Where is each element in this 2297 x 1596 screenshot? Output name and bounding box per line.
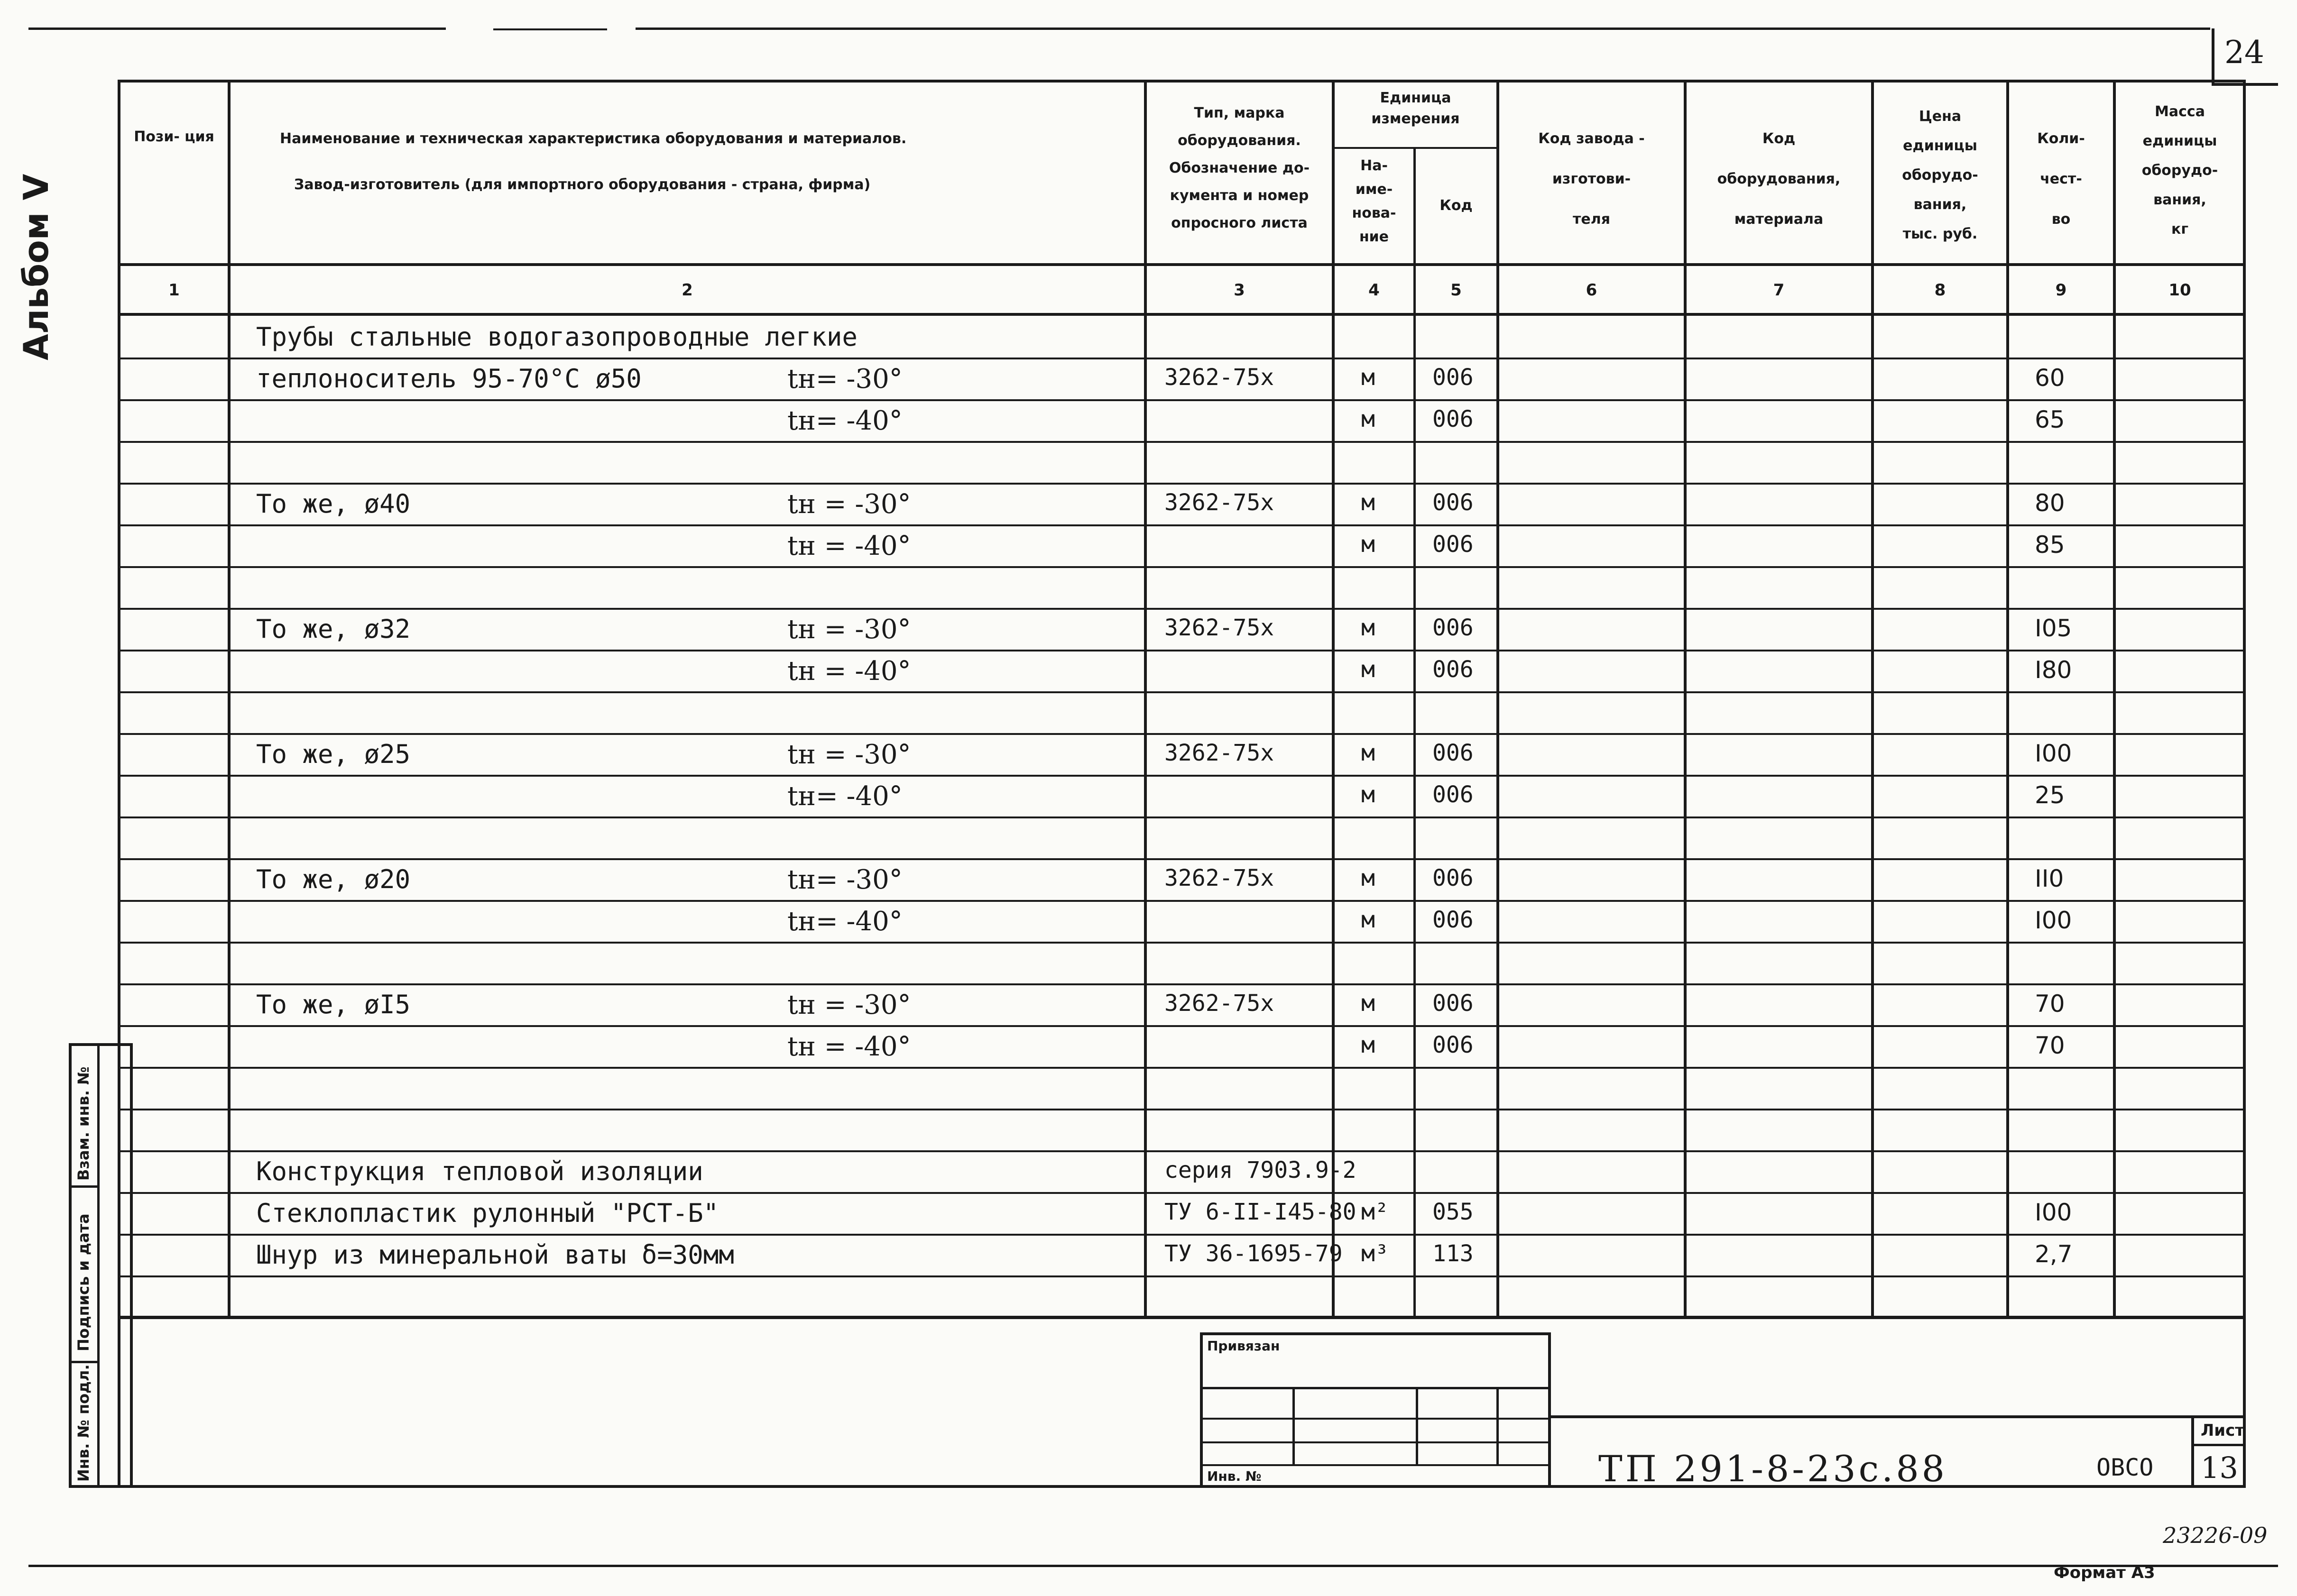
sheet-label: Лист [2201, 1421, 2244, 1440]
row-unit: м [1361, 907, 1375, 933]
privyazan-vline-3 [1496, 1387, 1499, 1465]
colnum-10: 10 [2168, 281, 2191, 300]
header-bottom-line [118, 263, 2246, 266]
header-name-line1: Наименование и техническая характеристика оборудования и материалов. [280, 130, 907, 147]
col-line-8 [2006, 80, 2009, 1317]
title-block-top-line [118, 1316, 2246, 1319]
col-line-5 [1496, 80, 1499, 1317]
row-name: теплоноситель 95-70°С ø50 [256, 364, 642, 394]
row-line [118, 900, 2246, 902]
row-name: Шнур из минеральной ваты δ=30мм [256, 1240, 734, 1270]
inv-no-label: Инв. № [1207, 1468, 1262, 1484]
row-name: То же, ø40 [256, 489, 411, 519]
colnum-1: 1 [168, 281, 180, 300]
top-line-b [493, 28, 607, 30]
row-line [118, 524, 2246, 526]
row-unit: м [1361, 781, 1375, 808]
row-name: То же, ø32 [256, 614, 411, 644]
row-quantity: 2,7 [2035, 1240, 2073, 1268]
side-stamp-vzam: Взам. инв. № [74, 1066, 92, 1181]
row-line [118, 1192, 2246, 1194]
row-quantity: II0 [2035, 865, 2064, 892]
row-unit: м³ [1361, 1240, 1389, 1267]
side-stamp-inv: Инв. № подл. [74, 1364, 92, 1482]
colnum-bottom-line [118, 313, 2246, 316]
row-line [118, 650, 2246, 651]
row-temperature: tн = -40° [787, 656, 911, 687]
row-unit: м [1361, 531, 1375, 558]
row-line [118, 1025, 2246, 1027]
row-document: 3262-75х [1164, 364, 1274, 391]
side-stamp-split-2 [69, 1361, 100, 1363]
colnum-5: 5 [1450, 281, 1462, 300]
row-unit-code: 006 [1432, 364, 1474, 391]
row-unit-code: 006 [1432, 740, 1474, 766]
header-equipment-code: Код оборудования, материала [1717, 130, 1841, 228]
row-quantity: I00 [2035, 907, 2072, 934]
row-quantity: I05 [2035, 615, 2072, 642]
colnum-4: 4 [1368, 281, 1380, 300]
header-quantity: Коли- чест- во [2037, 130, 2085, 228]
title-block-mid-line [1551, 1415, 2246, 1418]
row-unit: м [1361, 865, 1375, 891]
sheet-box-split [2191, 1444, 2246, 1446]
bottom-line [28, 1565, 2278, 1567]
row-unit: м [1361, 990, 1375, 1017]
top-line-c [636, 28, 2210, 30]
col-line-6 [1684, 80, 1687, 1317]
row-line [118, 441, 2246, 443]
row-quantity: I80 [2035, 656, 2072, 684]
header-unit-group: Единица измерения [1371, 90, 1460, 127]
row-line [118, 942, 2246, 944]
row-temperature: tн= -40° [787, 781, 903, 812]
row-unit-code: 006 [1432, 489, 1474, 516]
col-line-7 [1871, 80, 1874, 1317]
row-quantity: 25 [2035, 781, 2065, 809]
row-quantity: 70 [2035, 990, 2065, 1018]
row-line [118, 1109, 2246, 1110]
row-unit-code: 006 [1432, 615, 1474, 641]
row-document: 3262-75х [1164, 489, 1274, 516]
row-line [118, 483, 2246, 485]
row-temperature: tн = -30° [787, 990, 911, 1020]
side-stamp-podpis: Подпись и дата [74, 1213, 92, 1351]
row-line [118, 1150, 2246, 1152]
row-line [118, 858, 2246, 860]
archive-number: 23226-09 [2163, 1523, 2268, 1548]
col-line-9 [2113, 80, 2116, 1317]
privyazan-vline-2 [1416, 1387, 1418, 1465]
row-line [118, 1067, 2246, 1069]
colnum-6: 6 [1586, 281, 1597, 300]
row-unit-code: 113 [1432, 1240, 1474, 1267]
row-temperature: tн = -30° [787, 614, 911, 645]
row-temperature: tн = -30° [787, 739, 911, 770]
document-code: ТП 291-8-23с.88 [1598, 1448, 1948, 1490]
col-line-3 [1332, 80, 1335, 1317]
row-line [118, 1234, 2246, 1236]
header-mass: Масса единицы оборудо- вания, кг [2141, 103, 2218, 238]
row-name: То же, ø20 [256, 864, 411, 894]
row-line [118, 358, 2246, 359]
header-unit-code: Код [1439, 197, 1473, 214]
row-document: 3262-75х [1164, 740, 1274, 766]
header-unit-name: На- име- нова- ние [1352, 157, 1396, 245]
row-quantity: I00 [2035, 1199, 2072, 1226]
header-factory-code: Код завода - изготови- теля [1538, 130, 1645, 228]
row-line [118, 691, 2246, 693]
row-unit-code: 006 [1432, 990, 1474, 1017]
row-temperature: tн= -40° [787, 405, 903, 436]
col-line-4 [1413, 147, 1416, 1317]
row-name: Стеклопластик рулонный "РСТ-Б" [256, 1198, 719, 1228]
album-label: Альбом V [16, 174, 56, 360]
top-line-a [28, 28, 446, 30]
row-line [118, 733, 2246, 735]
header-name-line2: Завод-изготовитель (для импортного оборудования - страна, фирма) [294, 176, 871, 193]
row-line [118, 1275, 2246, 1277]
sheet-number: 13 [2201, 1450, 2238, 1485]
header-type: Тип, марка оборудования. Обозначение до- кумента и номер опросного листа [1169, 105, 1310, 231]
row-unit-code: 055 [1432, 1199, 1474, 1225]
row-temperature: tн= -30° [787, 864, 903, 895]
row-name: Конструкция тепловой изоляции [256, 1156, 703, 1186]
page-number-box-left [2212, 28, 2214, 85]
header-position: Пози- ция [134, 128, 214, 145]
row-name: То же, øI5 [256, 990, 411, 1019]
row-unit-code: 006 [1432, 406, 1474, 432]
row-unit-code: 006 [1432, 656, 1474, 683]
row-temperature: tн = -40° [787, 1031, 911, 1062]
row-line [118, 608, 2246, 610]
row-quantity: 65 [2035, 406, 2065, 433]
row-document: ТУ 36-1695-79 [1164, 1240, 1343, 1267]
sheet-box-left [2191, 1415, 2194, 1488]
row-name: То же, ø25 [256, 739, 411, 769]
row-temperature: tн = -40° [787, 531, 911, 561]
col-line-2 [1144, 80, 1147, 1317]
row-unit: м [1361, 656, 1375, 683]
row-temperature: tн= -30° [787, 364, 903, 394]
row-unit: м² [1361, 1199, 1389, 1225]
colnum-2: 2 [682, 281, 693, 300]
row-document: 3262-75х [1164, 990, 1274, 1017]
row-line [118, 775, 2246, 777]
col-line-1 [228, 80, 231, 1317]
row-document: 3262-75х [1164, 865, 1274, 891]
row-document: серия 7903.9-2 [1164, 1157, 1356, 1183]
row-name: Трубы стальные водогазопроводные легкие [256, 322, 858, 352]
colnum-9: 9 [2055, 281, 2067, 300]
colnum-8: 8 [1934, 281, 1946, 300]
section-code: ОВСО [2096, 1454, 2154, 1481]
privyazan-vline-1 [1292, 1387, 1295, 1465]
row-unit-code: 006 [1432, 781, 1474, 808]
row-unit-code: 006 [1432, 1032, 1474, 1058]
row-temperature: tн = -30° [787, 489, 911, 520]
row-unit: м [1361, 1032, 1375, 1058]
row-temperature: tн= -40° [787, 906, 903, 937]
row-unit: м [1361, 740, 1375, 766]
row-unit: м [1361, 364, 1375, 391]
format-label: Формат А3 [2054, 1563, 2155, 1582]
row-quantity: 85 [2035, 531, 2065, 559]
colnum-7: 7 [1773, 281, 1785, 300]
row-line [118, 399, 2246, 401]
row-unit: м [1361, 615, 1375, 641]
row-line [118, 983, 2246, 985]
page-number: 24 [2224, 34, 2264, 71]
side-stamp-divider [97, 1043, 100, 1488]
row-document: 3262-75х [1164, 615, 1274, 641]
row-unit-code: 006 [1432, 531, 1474, 558]
header-price: Цена единицы оборудо- вания, тыс. руб. [1902, 108, 1978, 242]
row-quantity: 70 [2035, 1032, 2065, 1059]
privyazan-label: Привязан [1207, 1338, 1280, 1354]
row-unit-code: 006 [1432, 865, 1474, 891]
row-line [118, 566, 2246, 568]
row-quantity: I00 [2035, 740, 2072, 767]
row-unit: м [1361, 406, 1375, 432]
row-unit: м [1361, 489, 1375, 516]
row-document: ТУ 6-II-I45-80 [1164, 1199, 1356, 1225]
row-quantity: 60 [2035, 364, 2065, 392]
row-line [118, 816, 2246, 818]
side-stamp-split-1 [69, 1185, 100, 1188]
row-quantity: 80 [2035, 489, 2065, 517]
unit-subheader-line [1332, 147, 1496, 149]
colnum-3: 3 [1234, 281, 1245, 300]
row-unit-code: 006 [1432, 907, 1474, 933]
